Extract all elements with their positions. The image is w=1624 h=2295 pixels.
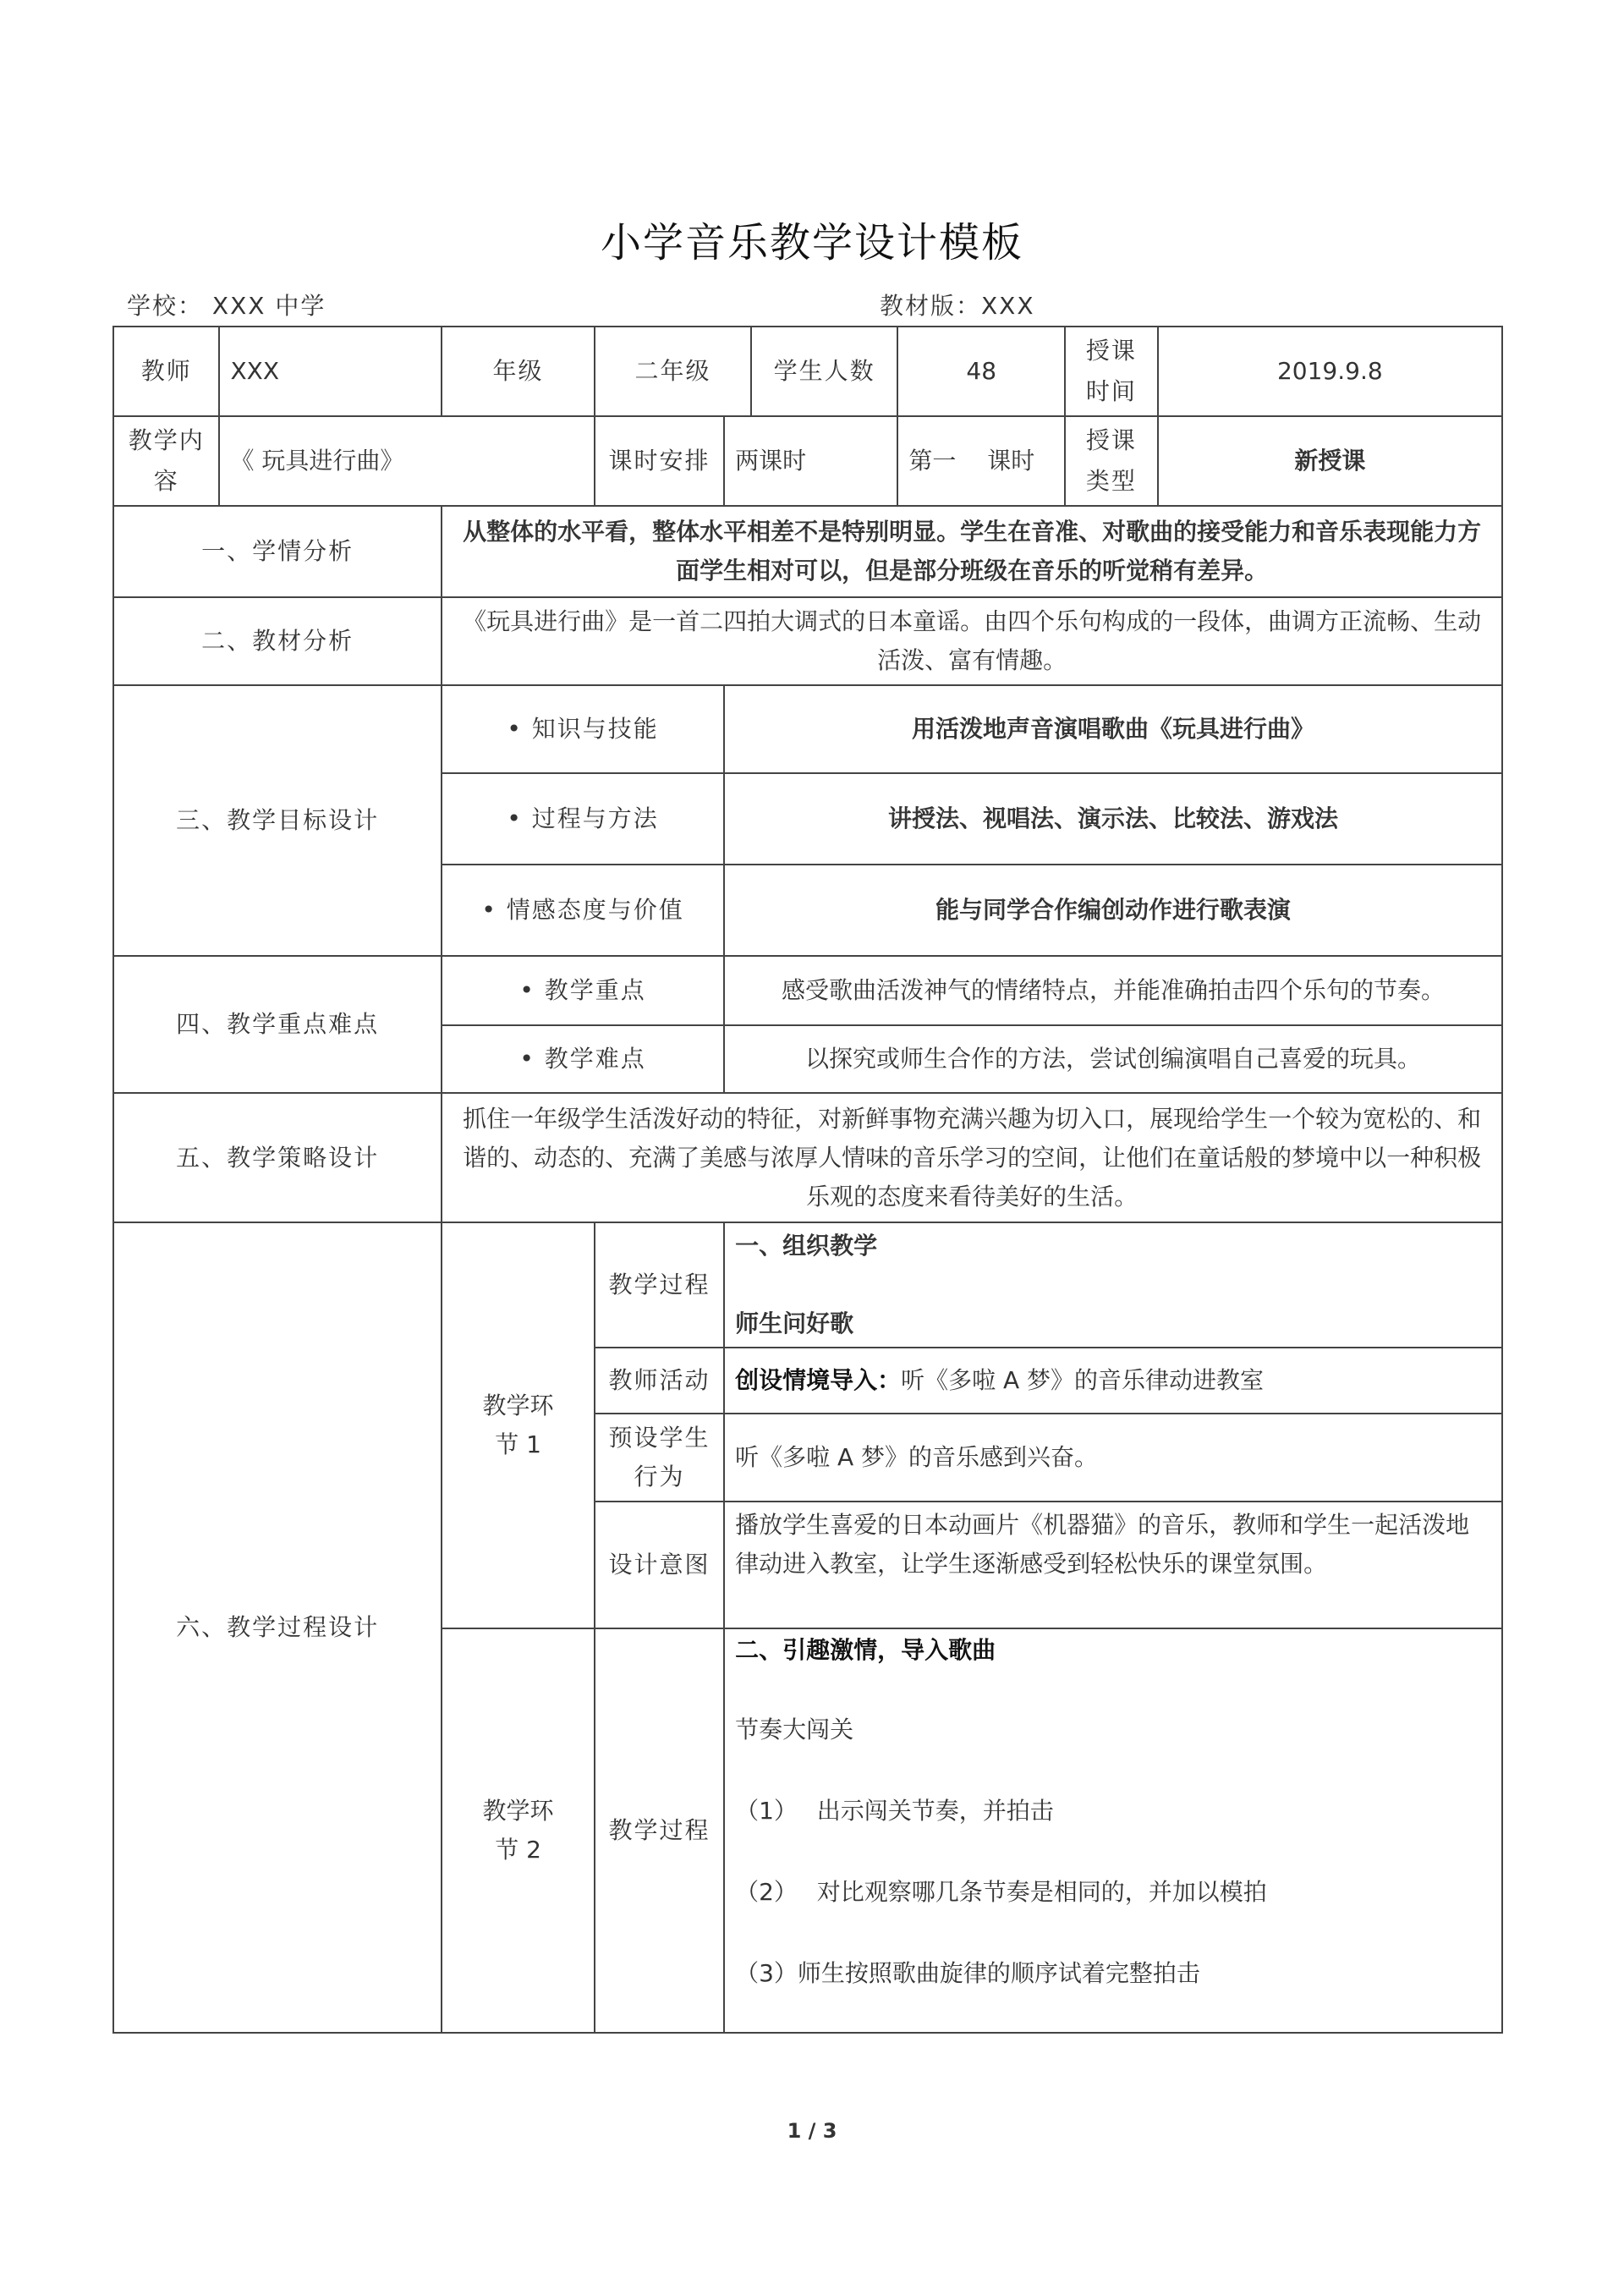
section-strategy [113,1093,1502,1222]
segment-2-title: 二、引趣激情，导入歌曲 [735,1636,996,1664]
time-value: 2019.9.8 [1158,327,1502,416]
section-3-label: 三、教学目标设计 [113,685,442,956]
section-2-text: 《玩具进行曲》是一首二四拍大调式的日本童谣。由四个乐句构成的一段体，曲调方正流畅、生动活泼、富有情趣。 [442,597,1502,685]
grade-value: 二年级 [595,327,751,416]
difficulty-label: • 教学难点 [442,1025,724,1093]
objective-label: • 情感态度与价值 [442,865,724,956]
time-label: 授课时间 [1065,327,1158,416]
edition-line: 教材版：XXX [880,292,1035,320]
lesson-plan-table [112,326,1503,2034]
teacher-activity-text: 听《多啦 A 梦》的音乐律动进教室 [901,1366,1265,1394]
students-label: 学生人数 [751,327,897,416]
teacher-activity [724,1348,1502,1414]
segment-2-process [724,1628,1502,2033]
design-intent-label: 设计意图 [595,1502,724,1628]
teacher-activity-lead: 创设情境导入： [735,1366,902,1394]
student-behavior: 听《多啦 A 梦》的音乐感到兴奋。 [724,1414,1502,1502]
section-4-label: 四、教学重点难点 [113,956,442,1093]
section-5-label: 五、教学策略设计 [113,1093,442,1222]
student-behavior-label: 预设学生行为 [595,1414,724,1502]
segment-1-label: 教学环节 1 [442,1222,595,1628]
segment-1-process-row [113,1222,1502,1348]
section-learner-analysis [113,506,1502,597]
content-label: 教学内容 [113,416,219,506]
key-point-row [113,956,1502,1025]
section-5-text: 抓住一年级学生活泼好动的特征，对新鲜事物充满兴趣为切入口，展现给学生一个较为宽松的、和谐的、动态的、充满了美感与浓厚人情味的音乐学习的空间，让他们在童话般的梦境中以一种积极乐观的态度来看待美好的生活。 [442,1093,1502,1222]
teacher-activity-label: 教师活动 [595,1348,724,1414]
objective-label: • 过程与方法 [442,773,724,865]
process-label: 教学过程 [595,1222,724,1348]
header-row-2 [113,416,1502,506]
content-value: 《 玩具进行曲》 [219,416,594,506]
school-line: 学校： XXX 中学 [127,292,326,320]
section-6-label: 六、教学过程设计 [113,1222,442,2033]
objective-text: 用活泼地声音演唱歌曲《玩具进行曲》 [724,685,1502,773]
step-item: （2） 对比观察哪几条节奏是相同的，并加以模拍 [735,1878,1267,1906]
design-intent: 播放学生喜爱的日本动画片《机器猫》的音乐，教师和学生一起活泼地律动进入教室，让学生逐渐感受到轻松快乐的课堂氛围。 [724,1502,1502,1628]
objective-text: 讲授法、视唱法、演示法、比较法、游戏法 [724,773,1502,865]
difficulty-text: 以探究或师生合作的方法，尝试创编演唱自己喜爱的玩具。 [724,1025,1502,1093]
schedule-label: 课时安排 [595,416,724,506]
section-material-analysis [113,597,1502,685]
step-item: （1） 出示闯关节奏，并拍击 [735,1797,1054,1825]
section-2-label: 二、教材分析 [113,597,442,685]
teacher-label: 教师 [113,327,219,416]
type-label: 授课类型 [1065,416,1158,506]
page-title: 小学音乐教学设计模板 [600,219,1023,266]
page-number: 1 / 3 [787,2119,837,2143]
section-1-text: 从整体的水平看，整体水平相差不是特别明显。学生在音准、对歌曲的接受能力和音乐表现能力方面学生相对可以，但是部分班级在音乐的听觉稍有差异。 [442,506,1502,597]
segment-2-sub: 节奏大闯关 [735,1716,854,1743]
students-value: 48 [897,327,1065,416]
section-1-label: 一、学情分析 [113,506,442,597]
segment-2-label: 教学环节 2 [442,1628,595,2033]
grade-label: 年级 [442,327,595,416]
process-title: 一、组织教学 [735,1232,878,1260]
type-value: 新授课 [1158,416,1502,506]
key-point-text: 感受歌曲活泼神气的情绪特点，并能准确拍击四个乐句的节奏。 [724,956,1502,1025]
step-item: （3）师生按照歌曲旋律的顺序试着完整拍击 [735,1959,1200,1987]
key-point-label: • 教学重点 [442,956,724,1025]
objective-text: 能与同学合作编创动作进行歌表演 [724,865,1502,956]
teacher-value: XXX [219,327,442,416]
segment-1-process [724,1222,1502,1348]
objective-row [113,685,1502,773]
process-sub: 师生问好歌 [735,1309,854,1337]
objective-label: • 知识与技能 [442,685,724,773]
schedule-value: 两课时 [724,416,897,506]
header-row-1 [113,327,1502,416]
lesson-value: 第一 课时 [897,416,1065,506]
process-label: 教学过程 [595,1628,724,2033]
